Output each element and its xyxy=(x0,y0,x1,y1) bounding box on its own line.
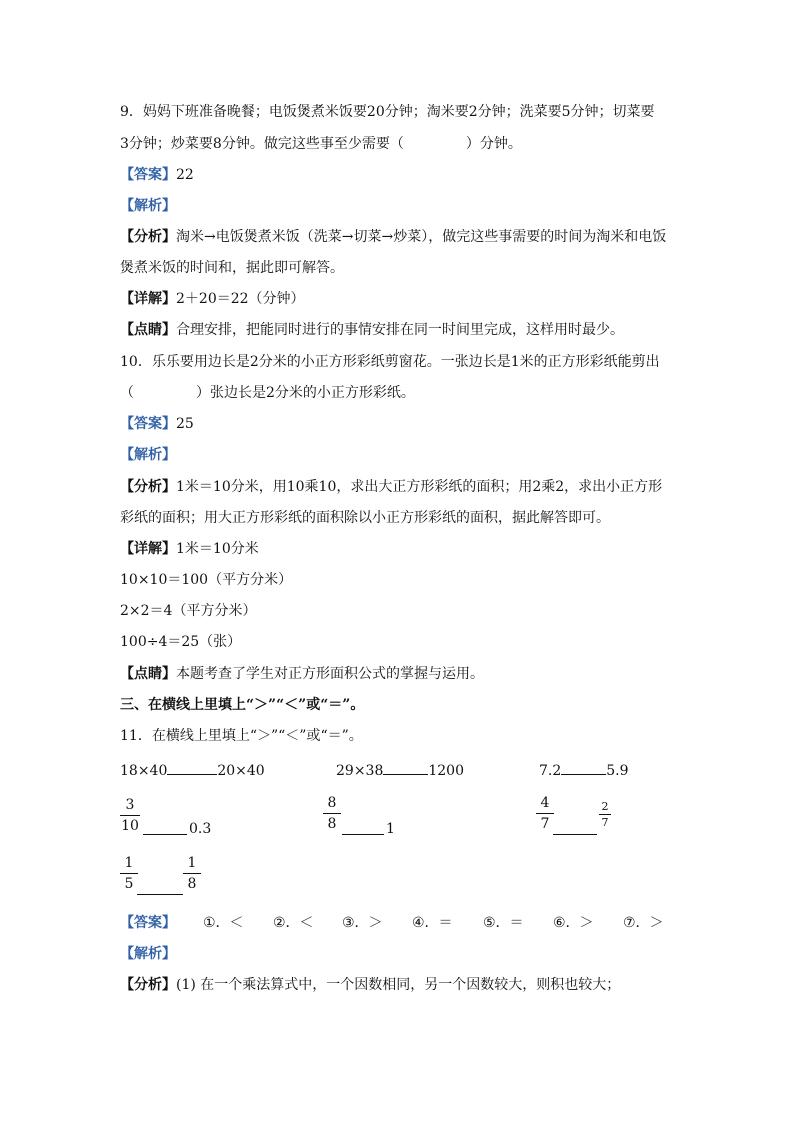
q11-c2-left: 29×38 xyxy=(336,763,384,779)
q11-c1-right: 20×40 xyxy=(217,763,265,779)
q11-f3a-denominator: 7 xyxy=(540,816,550,832)
q9-question-text-b: ）分钟。 xyxy=(465,136,522,152)
q9-fenxi-line-1 xyxy=(120,227,666,247)
q11-fraction-2-7 xyxy=(599,800,611,829)
q11-blank-6 xyxy=(553,820,597,835)
q11-f1-denominator: 10 xyxy=(121,818,139,834)
q10-answer xyxy=(120,414,194,434)
q9-fenxi-text-1: 淘米→电饭煲煮米饭（洗菜→切菜→炒菜），做完这些事需要的时间为淘米和电饭 xyxy=(176,229,667,245)
q11-f3b-denominator: 7 xyxy=(601,816,609,829)
q11-f4b-numerator: 1 xyxy=(187,855,197,871)
q11-c3-right: 5.9 xyxy=(606,763,629,779)
q11-fraction-4-7 xyxy=(536,794,554,833)
q11-f4a-numerator: 1 xyxy=(124,855,134,871)
q10-dianjing xyxy=(120,664,484,684)
analysis-label: 【解析】 xyxy=(120,198,176,214)
q10-answer-value: 25 xyxy=(176,416,194,432)
q9-question-text-a: 3分钟；炒菜要8分钟。做完这些事至少需要（ xyxy=(120,136,404,152)
fenxi-label: 【分析】 xyxy=(120,479,176,495)
xiangjie-label: 【详解】 xyxy=(120,541,176,557)
xiangjie-label: 【详解】 xyxy=(120,291,176,307)
q10-question-text-b: ）张边长是2分米的小正方形彩纸。 xyxy=(196,385,415,401)
q11-prompt: 11．在横线上里填上“＞”“＜”或“＝”。 xyxy=(120,728,363,744)
q9-question-line-2 xyxy=(120,134,522,154)
q11-f2-right: 1 xyxy=(386,821,395,837)
q10-fenxi-line-2: 彩纸的面积；用大正方形彩纸的面积除以小正方形彩纸的面积，据此解答即可。 xyxy=(120,510,610,526)
q11-f2-numerator: 8 xyxy=(327,795,337,811)
answer-label: 【答案】 xyxy=(120,167,176,183)
q11-f1-right: 0.3 xyxy=(189,821,212,837)
q9-dianjing xyxy=(120,320,624,340)
answer-label: 【答案】 xyxy=(120,416,176,432)
analysis-label: 【解析】 xyxy=(120,447,176,463)
q11-answer-6: ⑥．＞ xyxy=(553,915,594,931)
q11-c3-left: 7.2 xyxy=(539,763,562,779)
q11-c2-right: 1200 xyxy=(428,763,464,779)
q10-xiangjie xyxy=(120,539,259,559)
q9-analysis-heading xyxy=(120,196,176,216)
q11-answer-5: ⑤．＝ xyxy=(483,915,524,931)
q10-xiangjie-text-1: 1米＝10分米 xyxy=(176,541,259,557)
answer-label: 【答案】 xyxy=(120,915,176,931)
q11-fraction-1-8 xyxy=(183,854,201,893)
q9-xiangjie xyxy=(120,289,305,309)
q10-xiangjie-line-4: 100÷4＝25（张） xyxy=(120,634,242,650)
q11-answer-2: ②．＜ xyxy=(273,915,314,931)
q11-blank-7 xyxy=(137,880,183,895)
q11-answer-4: ④．＝ xyxy=(412,915,453,931)
q11-blank-4 xyxy=(143,820,187,835)
q11-f4b-denominator: 8 xyxy=(187,876,197,892)
q11-fenxi-text-1: (1) 在一个乘法算式中，一个因数相同，另一个因数较大，则积也较大； xyxy=(176,977,621,993)
q10-fenxi-line-1 xyxy=(120,477,662,497)
q11-blank-1 xyxy=(167,760,217,775)
q11-blank-3 xyxy=(561,760,606,775)
q11-fraction-8-8 xyxy=(323,794,341,833)
q10-question-line-1: 10．乐乐要用边长是2分米的小正方形彩纸剪窗花。一张边长是1米的正方形彩纸能剪出 xyxy=(120,354,660,370)
q11-blank-2 xyxy=(383,760,428,775)
q10-xiangjie-line-3: 2×2＝4（平方分米） xyxy=(120,603,257,619)
q11-compare-1 xyxy=(120,760,265,780)
analysis-label: 【解析】 xyxy=(120,946,176,962)
q9-question-line-1: 9．妈妈下班准备晚餐；电饭煲煮米饭要20分钟；淘米要2分钟；洗菜要5分钟；切菜要 xyxy=(120,104,655,120)
q9-dianjing-text: 合理安排，把能同时进行的事情安排在同一时间里完成，这样用时最少。 xyxy=(176,322,624,338)
q11-f1-numerator: 3 xyxy=(125,797,135,813)
q11-f3a-numerator: 4 xyxy=(540,795,550,811)
q11-analysis-heading xyxy=(120,944,176,964)
q9-xiangjie-text: 2＋20＝22（分钟） xyxy=(176,291,305,307)
q10-fenxi-text-1: 1米＝10分米，用10乘10，求出大正方形彩纸的面积；用2乘2，求出小正方形 xyxy=(176,479,663,495)
q11-f3b-numerator: 2 xyxy=(601,800,609,813)
q11-fraction-3-10 xyxy=(120,796,140,835)
q11-f2-denominator: 8 xyxy=(327,816,337,832)
q11-fenxi-line-1 xyxy=(120,975,620,995)
q11-c1-left: 18×40 xyxy=(120,763,168,779)
fenxi-label: 【分析】 xyxy=(120,977,176,993)
q11-compare-2 xyxy=(336,760,464,780)
q10-xiangjie-line-2: 10×10＝100（平方分米） xyxy=(120,572,293,588)
q11-fraction-1-5 xyxy=(120,854,138,893)
q10-question-line-2 xyxy=(120,383,415,403)
q11-answer-3: ③．＞ xyxy=(342,915,383,931)
q9-answer-value: 22 xyxy=(176,167,194,183)
q10-analysis-heading xyxy=(120,445,176,465)
fenxi-label: 【分析】 xyxy=(120,229,176,245)
q9-answer xyxy=(120,165,194,185)
dianjing-label: 【点睛】 xyxy=(120,666,176,682)
q11-f4a-denominator: 5 xyxy=(124,876,134,892)
q9-fenxi-line-2: 煲煮米饭的时间和，据此即可解答。 xyxy=(120,260,344,276)
q11-blank-5 xyxy=(342,820,384,835)
q11-answer-7: ⑦．＞ xyxy=(623,915,664,931)
section-heading: 三、在横线上里填上“＞”“＜”或“＝”。 xyxy=(120,697,365,713)
q10-dianjing-text: 本题考查了学生对正方形面积公式的掌握与运用。 xyxy=(176,666,484,682)
q11-compare-3 xyxy=(539,760,629,780)
q11-answer-1: ①．＜ xyxy=(203,915,244,931)
q10-question-text-a: （ xyxy=(120,385,134,401)
dianjing-label: 【点睛】 xyxy=(120,322,176,338)
